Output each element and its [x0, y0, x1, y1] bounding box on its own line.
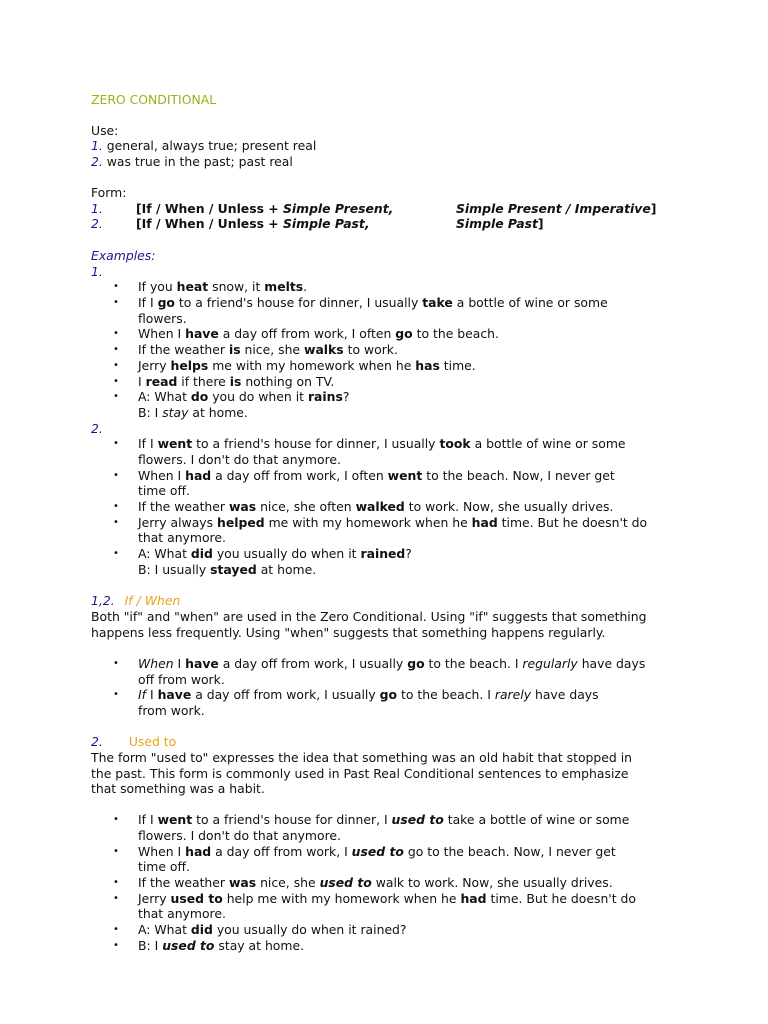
bullet: •	[113, 877, 119, 888]
use-num-1: 1.	[91, 138, 103, 153]
use-num-2: 2.	[91, 154, 103, 169]
list-item: When I have a day off from work, I usually go to the beach. I regularly have days	[138, 656, 646, 671]
use-item-2: 2. was true in the past; past real	[91, 154, 293, 169]
list-item-cont: time off.	[138, 483, 190, 498]
bullet: •	[113, 940, 119, 951]
bullet: •	[113, 689, 119, 700]
list-item-cont: flowers. I don't do that anymore.	[138, 452, 341, 467]
bullet: •	[113, 328, 119, 339]
list-item: If you heat snow, it melts.	[138, 279, 308, 294]
form-row-2: 2. [If / When / Unless + Simple Past, Simple Past]	[91, 216, 544, 231]
list-item: A: What do you do when it rains?	[138, 389, 350, 404]
section-used-to-heading: 2. Used to	[91, 734, 177, 749]
use-item-1: 1. general, always true; present real	[91, 138, 317, 153]
list-item-cont: B: I usually stayed at home.	[138, 562, 317, 577]
bullet: •	[113, 893, 119, 904]
list-item-cont: off from work.	[138, 672, 225, 687]
bullet: •	[113, 297, 119, 308]
form-heading: Form:	[91, 185, 127, 200]
list-item: If I went to a friend's house for dinner, I used to take a bottle of wine or some	[138, 812, 630, 827]
list-item-cont: that anymore.	[138, 906, 226, 921]
paragraph: the past. This form is commonly used in Past Real Conditional sentences to emphasize	[91, 766, 629, 781]
page-title: ZERO CONDITIONAL	[91, 92, 217, 107]
list-item: If I have a day off from work, I usually go to the beach. I rarely have days	[138, 687, 599, 702]
examples-group-2: 2.	[91, 421, 103, 436]
bullet: •	[113, 846, 119, 857]
list-item-cont: flowers. I don't do that anymore.	[138, 828, 341, 843]
paragraph: Both "if" and "when" are used in the Zero Conditional. Using "if" suggests that something	[91, 609, 647, 624]
list-item: Jerry used to help me with my homework when he had time. But he doesn't do	[138, 891, 636, 906]
list-item: When I have a day off from work, I often go to the beach.	[138, 326, 499, 341]
paragraph: happens less frequently. Using "when" suggests that something happens regularly.	[91, 625, 606, 640]
bullet: •	[113, 814, 119, 825]
list-item-cont: B: I stay at home.	[138, 405, 248, 420]
examples-heading: Examples:	[91, 248, 156, 263]
examples-group-1: 1.	[91, 264, 103, 279]
list-item: I read if there is nothing on TV.	[138, 374, 335, 389]
list-item-cont: that anymore.	[138, 530, 226, 545]
bullet: •	[113, 344, 119, 355]
bullet: •	[113, 548, 119, 559]
list-item: B: I used to stay at home.	[138, 938, 305, 953]
list-item-cont: from work.	[138, 703, 205, 718]
list-item: When I had a day off from work, I used to go to the beach. Now, I never get	[138, 844, 616, 859]
list-item: If the weather is nice, she walks to work.	[138, 342, 398, 357]
bullet: •	[113, 281, 119, 292]
list-item: A: What did you usually do when it rained?	[138, 922, 407, 937]
use-heading: Use:	[91, 123, 119, 138]
list-item-cont: time off.	[138, 859, 190, 874]
bullet: •	[113, 517, 119, 528]
bullet: •	[113, 376, 119, 387]
bullet: •	[113, 391, 119, 402]
list-item: When I had a day off from work, I often went to the beach. Now, I never get	[138, 468, 615, 483]
list-item: If I went to a friend's house for dinner, I usually took a bottle of wine or some	[138, 436, 626, 451]
bullet: •	[113, 438, 119, 449]
bullet: •	[113, 470, 119, 481]
bullet: •	[113, 360, 119, 371]
bullet: •	[113, 658, 119, 669]
list-item: If the weather was nice, she used to walk to work. Now, she usually drives.	[138, 875, 613, 890]
list-item: Jerry helps me with my homework when he has time.	[138, 358, 476, 373]
list-item: If the weather was nice, she often walked to work. Now, she usually drives.	[138, 499, 614, 514]
paragraph: that something was a habit.	[91, 781, 265, 796]
paragraph: The form "used to" expresses the idea that something was an old habit that stopped in	[91, 750, 633, 765]
section-if-when-heading: 1,2. If / When	[91, 593, 181, 608]
list-item-cont: flowers.	[138, 311, 187, 326]
list-item: If I go to a friend's house for dinner, I usually take a bottle of wine or some	[138, 295, 608, 310]
list-item: Jerry always helped me with my homework when he had time. But he doesn't do	[138, 515, 648, 530]
bullet: •	[113, 924, 119, 935]
list-item: A: What did you usually do when it rained?	[138, 546, 412, 561]
bullet: •	[113, 501, 119, 512]
form-row-1: 1. [If / When / Unless + Simple Present, Simple Present / Imperative]	[91, 201, 657, 216]
